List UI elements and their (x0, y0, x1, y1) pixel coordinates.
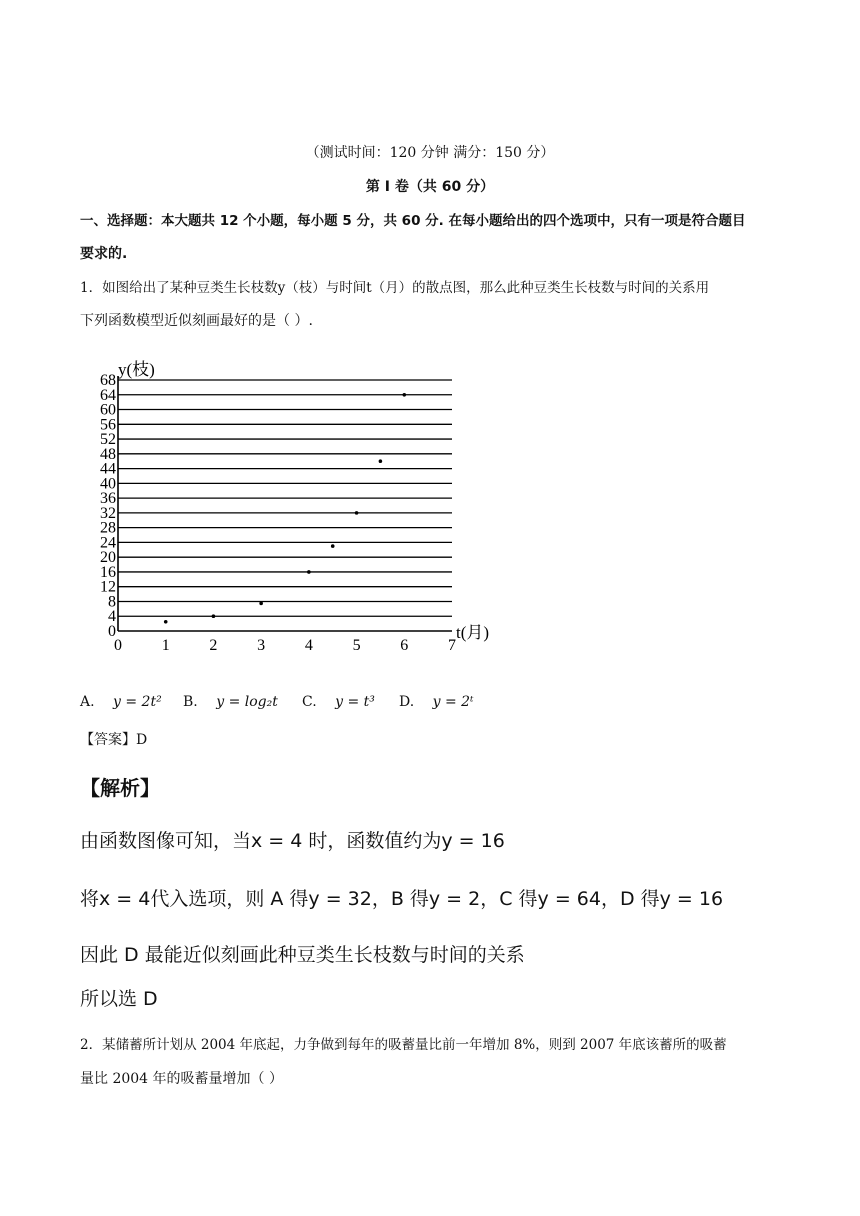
analysis-line-2: 将x = 4代入选项，则 A 得y = 32，B 得y = 2，C 得y = 64，D 得y = 16 (80, 888, 724, 910)
data-point (212, 614, 216, 618)
y-tick-label: 56 (100, 416, 116, 434)
option-a (80, 692, 162, 712)
option-c (302, 692, 375, 712)
option-b (183, 692, 278, 712)
y-tick-label: 4 (108, 608, 116, 626)
analysis-title: 【解析】 (80, 776, 160, 800)
instruction-line-2: 要求的. (80, 246, 128, 262)
option-formula: y = log₂t (216, 694, 278, 710)
option-formula: y = t³ (335, 694, 375, 710)
y-tick-label: 40 (100, 475, 116, 493)
option-letter: C. (302, 694, 317, 710)
x-tick-label: 3 (257, 637, 266, 654)
instruction-line-1: 一、选择题：本大题共 12 个小题，每小题 5 分，共 60 分. 在每小题给出的四个选项中，只有一项是符合题目 (80, 213, 746, 229)
y-tick-label: 64 (100, 386, 116, 404)
analysis-line-3: 因此 D 最能近似刻画此种豆类生长枝数与时间的关系 (80, 944, 525, 966)
data-point (164, 620, 168, 624)
x-tick-label: 0 (114, 637, 122, 654)
y-tick-label: 68 (100, 372, 116, 389)
y-tick-label: 16 (100, 563, 116, 581)
x-axis-label: t(月) (456, 623, 490, 642)
section-title: 第 I 卷（共 60 分） (365, 179, 495, 195)
x-tick-label: 4 (304, 637, 313, 654)
answer: 【答案】D (80, 732, 148, 748)
option-d (399, 692, 474, 712)
y-tick-label: 32 (100, 504, 116, 522)
data-point (331, 544, 335, 548)
data-point (259, 602, 263, 606)
question-2-line-1: 2．某储蓄所计划从 2004 年底起，力争做到每年的吸蓄量比前一年增加 8%，则到 2007 年底该蓄所的吸蓄 (80, 1037, 727, 1053)
y-tick-label: 44 (100, 460, 116, 478)
scatter-chart (80, 350, 520, 662)
question-1-line-2: 下列函数模型近似刻画最好的是（ ）. (80, 313, 313, 329)
y-tick-label: 36 (100, 490, 116, 508)
y-axis-label: y(枝) (118, 360, 155, 379)
y-tick-label: 48 (100, 445, 116, 463)
x-tick-label: 7 (448, 637, 456, 654)
y-tick-label: 8 (108, 593, 116, 611)
option-letter: B. (183, 694, 198, 710)
y-tick-label: 0 (108, 623, 116, 640)
y-tick-label: 60 (100, 401, 116, 419)
option-formula: y = 2ᵗ (432, 694, 474, 710)
y-tick-label: 20 (100, 549, 116, 567)
data-point (379, 459, 383, 463)
y-tick-label: 12 (100, 578, 116, 596)
option-letter: A. (80, 694, 95, 710)
analysis-line-4: 所以选 D (80, 988, 158, 1010)
x-tick-label: 5 (352, 637, 361, 654)
analysis-line-1: 由函数图像可知，当x = 4 时，函数值约为y = 16 (80, 830, 505, 852)
question-2-line-2: 量比 2004 年的吸蓄量增加（ ） (80, 1071, 283, 1087)
x-tick-label: 1 (161, 637, 170, 654)
x-tick-label: 6 (400, 637, 409, 654)
option-formula: y = 2t² (113, 694, 162, 710)
data-point (355, 511, 359, 515)
data-point (402, 393, 406, 397)
test-info: （测试时间：120 分钟 满分：150 分） (305, 145, 555, 161)
x-tick-label: 2 (209, 637, 218, 654)
data-point (307, 570, 311, 574)
y-tick-label: 52 (100, 431, 116, 449)
y-tick-label: 24 (100, 534, 116, 552)
y-tick-label: 28 (100, 519, 116, 537)
question-1-line-1: 1．如图给出了某种豆类生长枝数y（枝）与时间t（月）的散点图，那么此种豆类生长枝数与时间的关系用 (80, 280, 710, 296)
option-letter: D. (399, 694, 415, 710)
